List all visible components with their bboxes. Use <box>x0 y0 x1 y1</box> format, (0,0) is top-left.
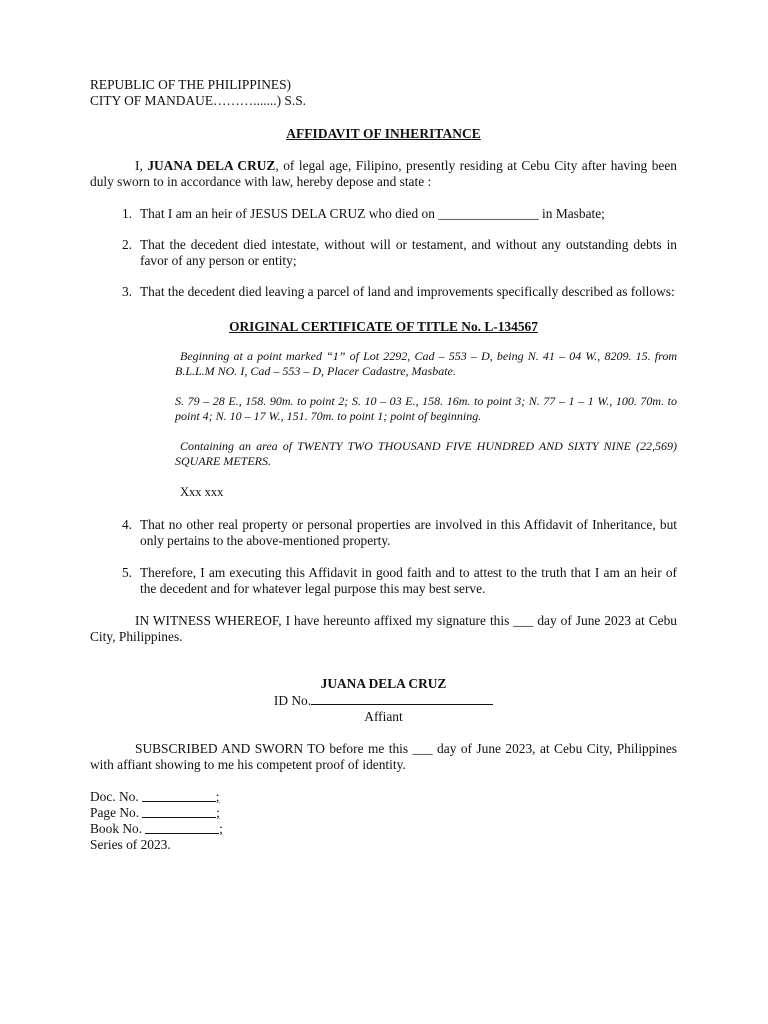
doc-number-semicolon: ; <box>215 789 220 804</box>
statement-item-2 <box>90 237 677 269</box>
page-number-blank <box>142 805 216 818</box>
affiant-name-signature: JUANA DELA CRUZ <box>320 676 447 691</box>
statement-number: 2. <box>121 237 132 252</box>
jurat-paragraph: SUBSCRIBED AND SWORN TO before me this ___ day of June 2023, at Cebu City, Philippines with affiant showing to me his competent proof of identity. <box>90 741 677 772</box>
statement-number: 1. <box>121 206 132 221</box>
page-number-label: Page No. <box>90 805 140 820</box>
document-title: AFFIDAVIT OF INHERITANCE <box>286 126 481 141</box>
page-number-semicolon: ; <box>216 805 220 820</box>
statement-item-1 <box>90 206 677 222</box>
doc-number-row <box>90 789 677 805</box>
venue-line-republic: REPUBLIC OF THE PHILIPPINES) <box>90 77 292 92</box>
statement-text: That no other real property or personal properties are involved in this Affidavit of Inheritance, but only pertains to the above-mentioned property. <box>140 517 677 548</box>
certificate-title: ORIGINAL CERTIFICATE OF TITLE No. L-134567 <box>229 319 538 334</box>
statement-number: 5. <box>121 565 132 580</box>
book-number-label: Book No. <box>90 821 143 836</box>
venue-block <box>90 77 677 109</box>
statement-text: Therefore, I am executing this Affidavit in good faith and to attest to the truth that I am an heir of the decedent and for whatever legal purpose this may best serve. <box>140 565 677 596</box>
witness-paragraph: IN WITNESS WHEREOF, I have hereunto affixed my signature this ___ day of June 2023 at Cebu City, Philippines. <box>90 613 677 644</box>
notarial-register <box>90 789 677 853</box>
statement-text: That I am an heir of JESUS DELA CRUZ who died on _______________ in Masbate; <box>140 206 605 221</box>
id-number-blank <box>311 692 493 705</box>
technical-description-bearings: S. 79 – 28 E., 158. 90m. to point 2; S. 10 – 03 E., 158. 16m. to point 3; N. 77 – 1 – 1 W., 100. 70m. to point 4; N. 10 – 17 W., 151. 70m. to point 1; point of beginning. <box>175 394 677 423</box>
book-number-semicolon: ; <box>219 821 223 836</box>
series-line: Series of 2023. <box>90 837 171 852</box>
affiant-label: Affiant <box>364 709 403 724</box>
statement-number: 3. <box>121 284 132 299</box>
id-number-label: ID No. <box>273 693 312 708</box>
statement-item-4 <box>90 517 677 549</box>
statement-text: That the decedent died leaving a parcel of land and improvements specifically described as follows: <box>140 284 675 299</box>
venue-line-city: CITY OF MANDAUE……….......) S.S. <box>90 93 306 108</box>
technical-description-beginning: Beginning at a point marked “1” of Lot 2292, Cad – 553 – D, being N. 41 – 04 W., 8209. 15. from B.L.L.M NO. I, Cad – 553 – D, Placer Cadastre, Masbate. <box>175 349 677 378</box>
intro-prefix: I, <box>135 158 148 173</box>
book-number-row <box>90 821 677 837</box>
statements-list <box>90 206 677 300</box>
technical-description-area: Containing an area of TWENTY TWO THOUSAND FIVE HUNDRED AND SIXTY NINE (22,569) SQUARE METERS. <box>175 439 677 468</box>
statement-number: 4. <box>121 517 132 532</box>
statements-list-continued <box>90 517 677 597</box>
id-number-line <box>90 692 677 709</box>
page-number-row <box>90 805 677 821</box>
affiant-name-intro: JUANA DELA CRUZ <box>147 158 276 173</box>
statement-text: That the decedent died intestate, without will or testament, and without any outstanding debts in favor of any person or entity; <box>140 237 677 268</box>
book-number-blank <box>145 821 219 834</box>
statement-item-5 <box>90 565 677 597</box>
intro-paragraph <box>90 158 677 190</box>
omission-marker: Xxx xxx <box>180 485 224 499</box>
statement-item-3 <box>90 284 677 300</box>
doc-number-blank <box>142 789 216 802</box>
intro-rest: , of legal age, Filipino, presently residing at Cebu City after having been duly sworn to in accordance with law, hereby depose and state : <box>90 158 678 189</box>
doc-number-label: Doc. No. <box>90 789 139 804</box>
signature-block <box>90 676 677 725</box>
